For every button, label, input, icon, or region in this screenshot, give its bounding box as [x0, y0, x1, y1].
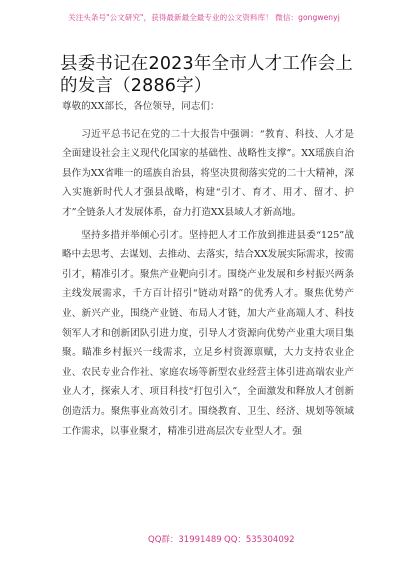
qq-contact-number: QQ：535304092 — [224, 535, 295, 545]
paragraph: 坚持多措并举倾心引才。坚持把人才工作放到推进县委“125”战略中去思考、去谋划、去推动、去落实，结合XX发展实际需求，按需引才，精准引才。聚焦产业靶向引才。围绕产业发展和乡村振兴两条主线发展需求，千方百计招引“链动对路”的优秀人才。聚焦优势产业、新兴产业，围绕产业链、布局人才链，加大产业高端人才、科技领军人才和创新团队引进力度，引导人才资源向优势产业重大项目集聚。瞄准乡村振兴一线需求，立足乡村资源禀赋，大力支持农业企业、农民专业合作社、家庭农场等新型农业经营主体引进高端农业产业人才，探索人才、项目科技“打包引入”，全面激发和释放人才创新创造活力。聚焦事业高效引才。围绕教育、卫生、经济、规划等领域工作需求，以事业聚才，精准引进高层次专业型人才。强 — [62, 229, 354, 437]
paragraph: 习近平总书记在党的二十大报告中强调：“教育、科技、人才是全面建设社会主义现代化国家的基础性、战略性支撑”。XX瑶族自治县作为XX省唯一的瑶族自治县，将坚决贯彻落实党的二十大精神，深入实施新时代人才强县战略，构建“引才、育才、用才、留才、护才”全链条人才发展体系，奋力打造XX县域人才新高地。 — [62, 128, 354, 218]
document-body — [62, 97, 354, 444]
document-title: 县委书记在2023年全市人才工作会上的发言（2886字） — [60, 54, 354, 96]
salutation: 尊敬的XX部长，各位领导，同志们： — [62, 101, 220, 112]
qq-group-number: QQ群：31991489 — [148, 535, 222, 545]
top-banner-text: 关注头条号"公文研究"，获得最新最全最专业的公文资料库！ 微信：gongwenyj — [68, 13, 340, 22]
